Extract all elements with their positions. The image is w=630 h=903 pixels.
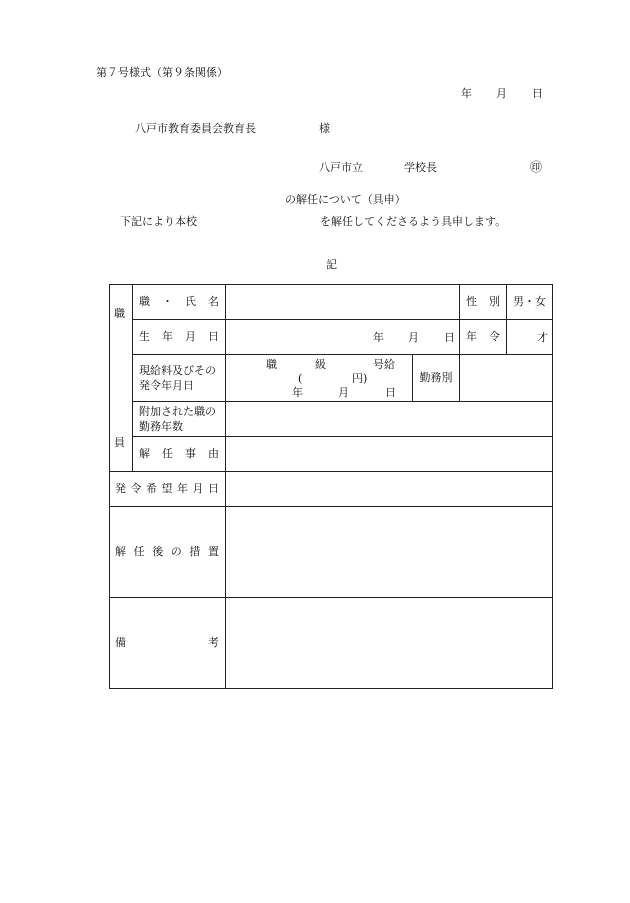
after-measures-label: 解 任 後 の 措 置 bbox=[115, 544, 219, 558]
work-type-label: 勤務別 bbox=[419, 370, 453, 384]
name-value[interactable] bbox=[226, 285, 458, 319]
salary-paren-open: ( bbox=[298, 372, 303, 385]
sender-title: 学校長 bbox=[404, 161, 437, 174]
work-type-value[interactable] bbox=[460, 355, 552, 401]
date-year: 年 bbox=[461, 87, 472, 100]
birth-year: 年 bbox=[373, 331, 384, 344]
after-measures-value[interactable] bbox=[226, 507, 552, 597]
form-number: 第７号様式（第９条関係） bbox=[96, 66, 228, 79]
effective-date-value[interactable] bbox=[226, 472, 552, 506]
salary-label-line2: 発令年月日 bbox=[139, 379, 194, 392]
birth-month: 月 bbox=[408, 331, 419, 344]
salary-label-line1: 現給料及びその bbox=[139, 364, 216, 377]
birth-day: 日 bbox=[444, 331, 455, 344]
salary-day: 日 bbox=[385, 386, 396, 399]
side-label-top: 職 bbox=[114, 307, 125, 320]
salary-year: 年 bbox=[292, 386, 303, 399]
body-suffix: を解任してくださるよう具申します。 bbox=[320, 215, 507, 228]
salary-gokyu: 号給 bbox=[373, 358, 395, 371]
remarks-value[interactable] bbox=[226, 598, 552, 688]
record-mark: 記 bbox=[326, 258, 337, 271]
addressee: 八戸市教育委員会教育長 bbox=[135, 122, 256, 135]
salary-month: 月 bbox=[338, 386, 349, 399]
remarks-label: 備 考 bbox=[115, 635, 219, 649]
added-post-value[interactable] bbox=[226, 402, 552, 436]
date-month: 月 bbox=[496, 87, 507, 100]
salary-yen: 円) bbox=[352, 372, 368, 385]
side-label-bottom: 員 bbox=[114, 436, 125, 449]
salary-shoku: 職 bbox=[266, 358, 277, 371]
age-label: 年 令 bbox=[466, 329, 500, 343]
seal-mark: ㊞ bbox=[530, 160, 543, 174]
addressee-honorific: 様 bbox=[319, 122, 330, 135]
reason-value[interactable] bbox=[226, 437, 552, 471]
effective-date-label: 発 令 希 望 年 月 日 bbox=[115, 481, 219, 495]
salary-kyu: 級 bbox=[315, 358, 326, 371]
body-prefix: 下記により本校 bbox=[120, 215, 197, 228]
sender-school-prefix: 八戸市立 bbox=[319, 161, 363, 174]
date-day: 日 bbox=[532, 87, 543, 100]
age-unit: 才 bbox=[537, 331, 548, 344]
reason-label: 解 任 事 由 bbox=[139, 446, 219, 460]
subject-line: の解任について（具申） bbox=[285, 193, 406, 206]
gender-label: 性 別 bbox=[466, 294, 500, 308]
birth-date-label: 生 年 月 日 bbox=[139, 329, 219, 343]
added-post-label-line1: 附加された職の bbox=[139, 405, 216, 418]
name-label: 職 ・ 氏 名 bbox=[139, 294, 219, 308]
added-post-label-line2: 勤務年数 bbox=[139, 420, 183, 433]
gender-value[interactable]: 男・女 bbox=[513, 294, 546, 308]
